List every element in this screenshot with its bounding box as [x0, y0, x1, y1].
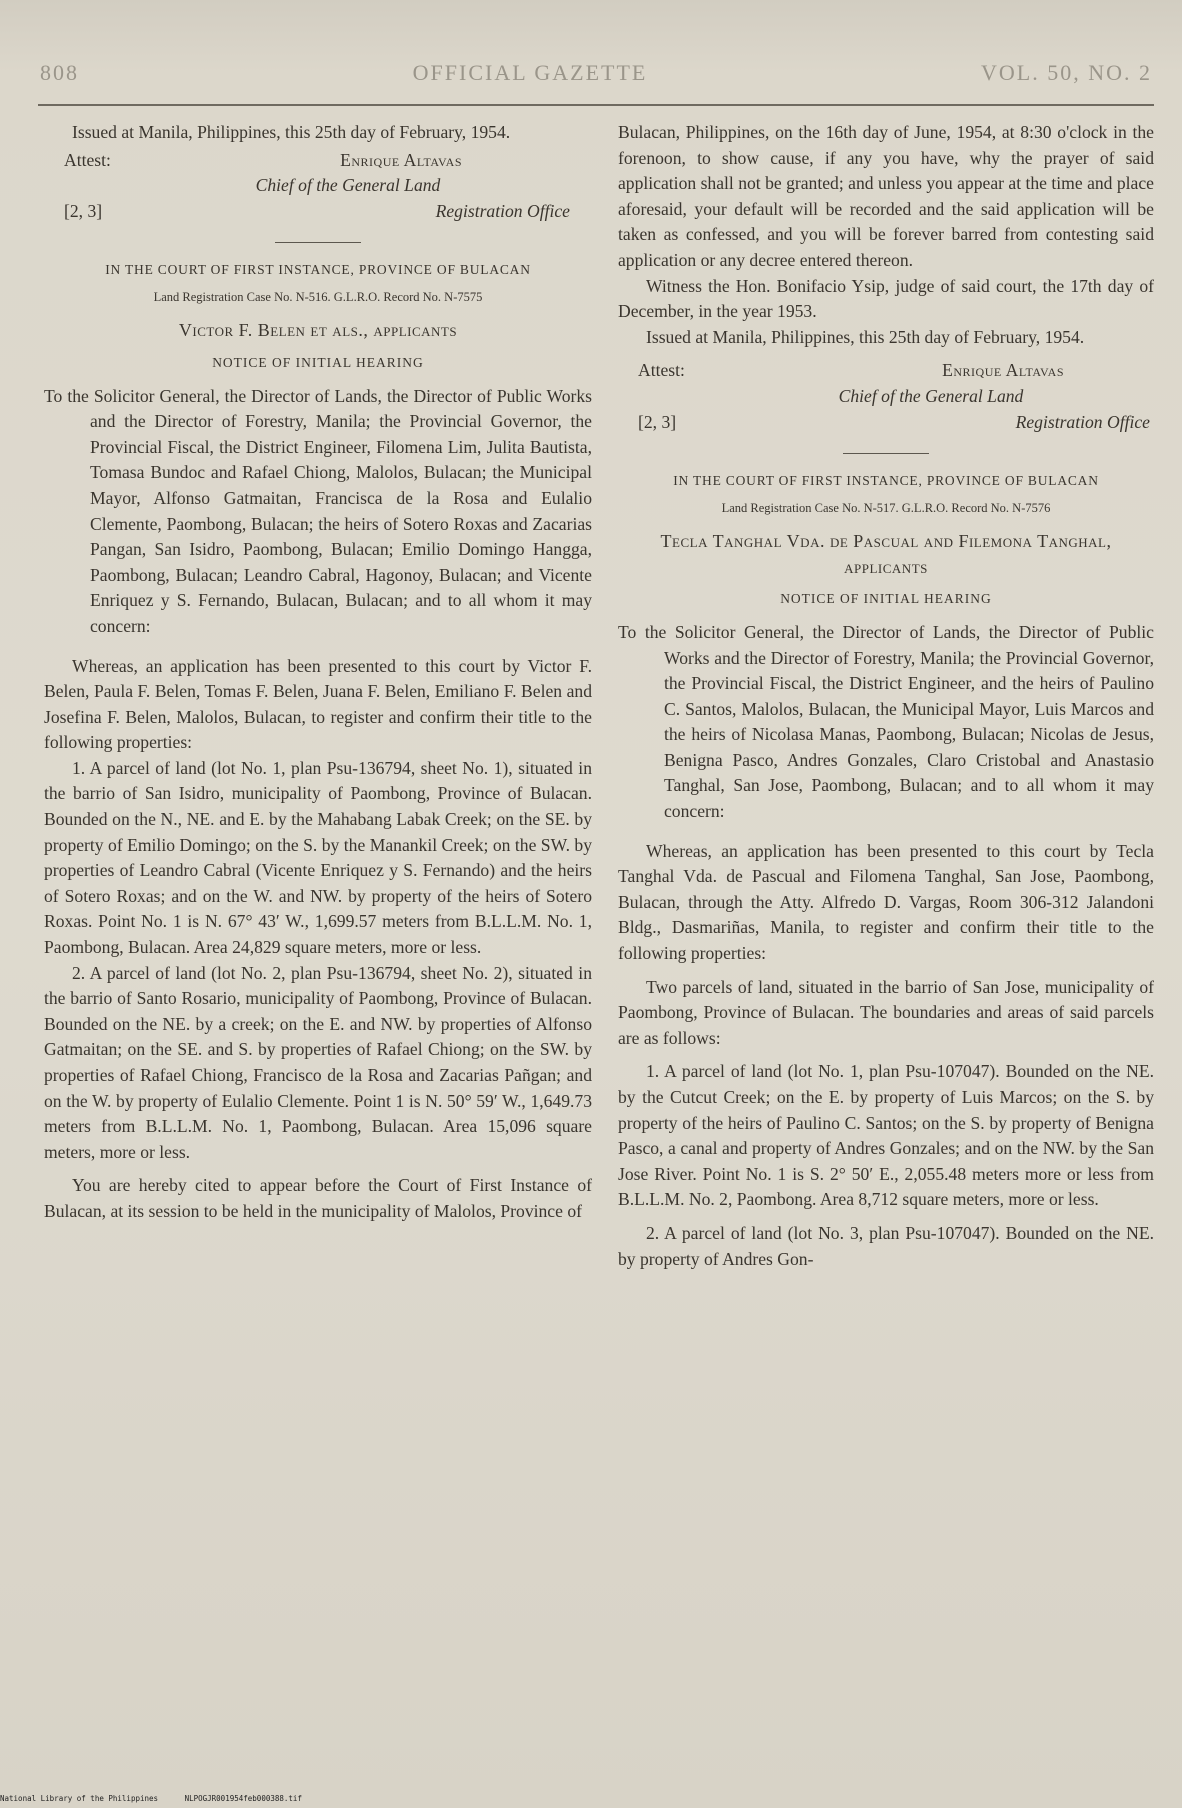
issued-statement: Issued at Manila, Philippines, this 25th day of February, 1954.: [72, 122, 511, 142]
whereas-paragraph: Whereas, an application has been presented to this court by Victor F. Belen, Paula F. Belen, Tomas F. Belen, Juana F. Belen, Emiliano F. Belen and Josefina F. Belen, Malolos, Bulacan, to register and confirm their title to the following properties:: [44, 655, 592, 753]
parcel-1-description-2: 1. A parcel of land (lot No. 1, plan Psu-107047). Bounded on the NE. by the Cutcut Creek; on the E. by property of Luis Marcos; on the S. by property of the heirs of Paulino C. Santos; on the S. by property of Benigna Pasco, a canal and property of Andres Gonzales; and on the NW. by the San Jose River. Point No. 1 is S. 2° 50′ E., 2,055.48 meters more or less from B.L.L.M. No. 2, Paombong. Area 8,712 square meters, more or less.: [618, 1061, 1154, 1210]
attest-title-line2: Registration Office: [435, 200, 570, 221]
attest-label: Attest:: [64, 149, 111, 170]
parcel-2-description: 2. A parcel of land (lot No. 2, plan Psu-136794, sheet No. 2), situated in the barrio of Santo Rosario, municipality of Paombong, Province of Bulacan. Bounded on the NE. by a creek; on the E. and NW. by properties of Alfonso Gatmaitan; on the SE. and S. by properties of Rafael Chiong; on the SW. by properties of Rafael Chiong, Francisco de la Rosa and Zacarias Pañgan; and on the W. by property of Eulalio Clemente. Point 1 is N. 50° 59′ W., 1,649.73 meters from B.L.L.M. No. 1, Paombong, Bulacan. Area 15,096 square meters, more or less.: [44, 962, 592, 1162]
attest-title-line1-2: Chief of the General Land: [838, 385, 1024, 406]
attest-title-line1: Chief of the General Land: [255, 175, 441, 196]
parcel-2-description-2: 2. A parcel of land (lot No. 3, plan Psu-107047). Bounded on the NE. by property of Andres Gon-: [618, 1222, 1154, 1269]
scan-footer: [0, 1794, 324, 1803]
applicants: Victor F. Belen et als., applicants: [178, 320, 458, 341]
running-head: [40, 56, 1152, 90]
parcel-1-description: 1. A parcel of land (lot No. 1, plan Psu-136794, sheet No. 1), situated in the barrio of San Isidro, municipality of Paombong, Province of Bulacan. Bounded on the N., NE. and E. by the Mahabang Labak Creek; on the SE. by property of Emilio Domingo; on the S. by the Manankil Creek; on the SW. by properties of Leandro Cabral (Vicente Enriquez y S. Fernando) and the heirs of Sotero Roxas; and on the W. and NW. by property of the heirs of Sotero Roxas. Point No. 1 is N. 67° 43′ W., 1,699.57 meters from B.L.L.M. No. 1, Paombong, Bulacan. Area 24,829 square meters, more or less.: [44, 757, 592, 958]
volume-number: VOL. 50, NO. 2: [980, 60, 1152, 85]
notice-heading: NOTICE OF INITIAL HEARING: [212, 354, 424, 370]
separator-rule: [275, 242, 361, 243]
attest-name: Enrique Altavas: [340, 149, 462, 170]
issued-statement-2: Issued at Manila, Philippines, this 25th day of February, 1954.: [646, 326, 1085, 347]
left-column: [44, 120, 592, 1225]
applicants-2: Tecla Tanghal Vda. de Pascual and Filemona Tanghal, applicants: [660, 531, 1112, 577]
attest-name-2: Enrique Altavas: [942, 360, 1064, 381]
notice-address: To the Solicitor General, the Director of Lands, the Director of Public Works and the Director of Forestry, Manila; the Provincial Governor, the Provincial Fiscal, the District Engineer, Filomena Lim, Julita Bautista, Tomasa Bundoc and Rafael Chiong, Malolos, Bulacan; the Municipal Mayor, Alfonso Gatmaitan, Francisca de la Rosa and Eulalio Clemente, Paombong, Bulacan; the heirs of Sotero Roxas and Zacarias Pangan, San Isidro, Paombong, Bulacan; Emilio Domingo Hangga, Paombong, Bulacan; Leandro Cabral, Hagonoy, Bulacan; and Vicente Enriquez y S. Fernando, Bulacan, Bulacan; and to all whom it may concern:: [44, 385, 592, 636]
case-number: Land Registration Case No. N-516. G.L.R.O. Record No. N-7575: [153, 290, 483, 305]
publication-title: OFFICIAL GAZETTE: [412, 60, 648, 85]
attest-label-2: Attest:: [638, 360, 685, 381]
court-heading-2: IN THE COURT OF FIRST INSTANCE, PROVINCE OF BULACAN: [673, 473, 1099, 489]
witness-paragraph: Witness the Hon. Bonifacio Ysip, judge of said court, the 17th day of December, in the year 1953.: [618, 275, 1154, 322]
header-rule: [38, 104, 1154, 106]
notice-heading-2: NOTICE OF INITIAL HEARING: [780, 591, 992, 607]
attest-code-2: [2, 3]: [638, 411, 677, 432]
notice-address-2: To the Solicitor General, the Director of Lands, the Director of Public Works and the Director of Forestry, Manila; the Provincial Governor, the Provincial Fiscal, the District Engineer, and the heirs of Paulino C. Santos, Malolos, Bulacan, the Municipal Mayor, Luis Marcos and the heirs of Nicolasa Manas, Paombong, Bulacan; Nicolas de Jesus, Benigna Pasco, Andres Gonzales, Claro Cristobal and Anastasio Tanghal, San Jose, Paombong, Bulacan; and to all whom it may concern:: [618, 621, 1154, 822]
citation-paragraph: You are hereby cited to appear before the Court of First Instance of Bulacan, at its session to be held in the municipality of Malolos, Province of: [44, 1175, 592, 1221]
two-parcels-paragraph: Two parcels of land, situated in the barrio of San Jose, municipality of Paombong, Province of Bulacan. The boundaries and areas of said parcels are as follows:: [618, 976, 1154, 1048]
whereas-paragraph-2: Whereas, an application has been presented to this court by Tecla Tanghal Vda. de Pascual and Filomena Tanghal, San Jose, Paombong, Bulacan, through the Atty. Alfredo D. Vargas, Room 306-312 Jalandoni Bldg., Dasmariñas, Manila, to register and confirm their title to the following properties:: [618, 840, 1154, 964]
continuation-paragraph: Bulacan, Philippines, on the 16th day of June, 1954, at 8:30 o'clock in the forenoon, to show cause, if any you have, why the prayer of said application shall not be granted; and unless you appear at the time and place aforesaid, your default will be recorded and the said application will be taken as confessed, and you will be forever barred from contesting said application or any decree entered thereon.: [618, 122, 1154, 270]
library-credit: National Library of the Philippines: [0, 1794, 159, 1803]
attest-title-line2-2: Registration Office: [1015, 411, 1150, 432]
attest-block-2: [618, 358, 1154, 435]
page-number: 808: [40, 60, 79, 85]
case-number-2: Land Registration Case No. N-517. G.L.R.O. Record No. N-7576: [721, 501, 1051, 516]
file-name: NLPOGJR001954feb000388.tif: [184, 1794, 302, 1803]
court-heading: IN THE COURT OF FIRST INSTANCE, PROVINCE OF BULACAN: [105, 262, 531, 278]
attest-block: [44, 148, 592, 225]
attest-code: [2, 3]: [64, 200, 103, 221]
separator-rule-2: [843, 453, 929, 454]
right-column: [618, 120, 1154, 1272]
